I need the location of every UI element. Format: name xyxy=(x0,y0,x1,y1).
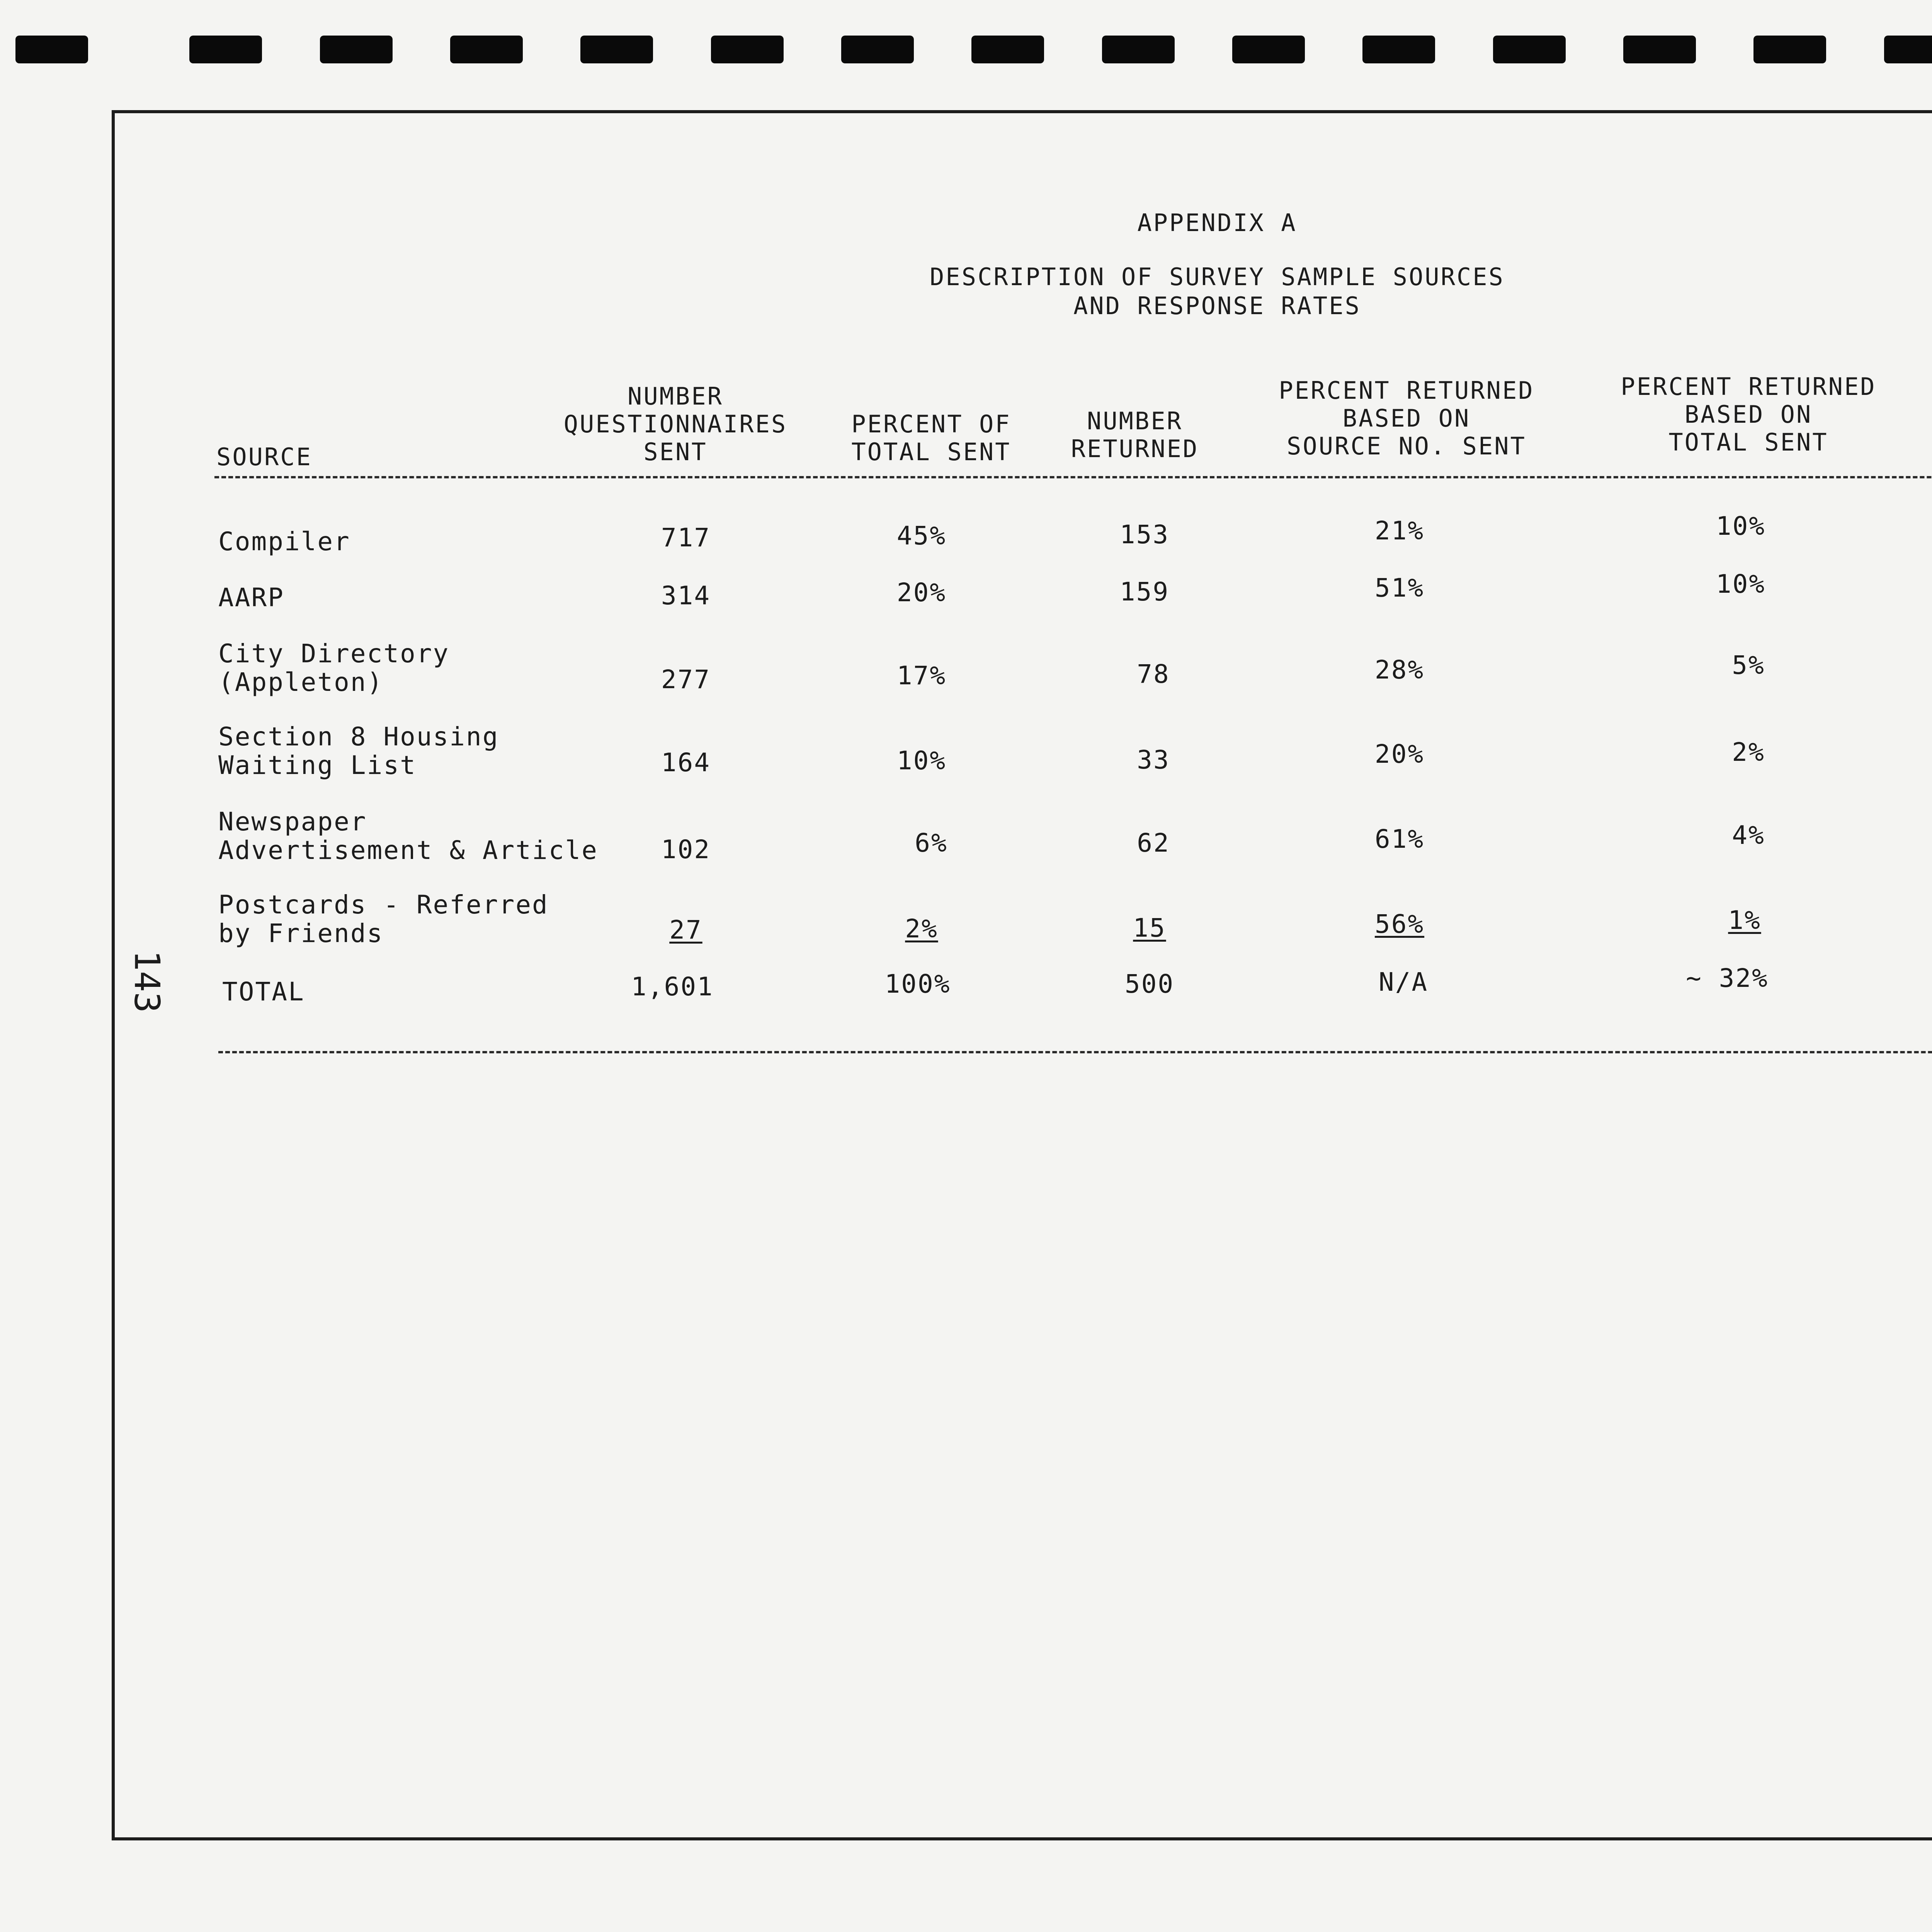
punch-hole xyxy=(580,36,653,63)
table-cell-pct-source-sent: 56% xyxy=(1374,909,1425,939)
table-cell-pct-total-sent-returned: 10% xyxy=(1716,511,1766,541)
table-total-sent: 1,601 xyxy=(631,972,714,1002)
table-total-label: TOTAL xyxy=(222,977,305,1007)
header-source: SOURCE xyxy=(216,443,312,471)
table-cell-sent: 27 xyxy=(669,915,702,945)
table-cell-pct-source-sent: 28% xyxy=(1374,655,1425,685)
table-cell-pct-total-sent: 10% xyxy=(896,746,947,776)
table-cell-source: AARP xyxy=(218,583,284,612)
page-title: DESCRIPTION OF SURVEY SAMPLE SOURCES xyxy=(930,263,1505,291)
table-cell-sent: 102 xyxy=(661,835,711,864)
table-cell-pct-source-sent: 61% xyxy=(1374,824,1425,854)
table-cell-pct-total-sent-returned: 5% xyxy=(1732,650,1765,680)
page-frame xyxy=(112,110,1932,1840)
table-cell-pct-source-sent: 21% xyxy=(1374,516,1425,546)
table-cell-source: City Directory (Appleton) xyxy=(218,639,450,697)
table-cell-pct-source-sent: 51% xyxy=(1374,573,1425,603)
header-number-returned: NUMBER RETURNED xyxy=(1071,407,1199,463)
punch-hole xyxy=(320,36,393,63)
punch-hole xyxy=(1232,36,1305,63)
punch-hole xyxy=(841,36,914,63)
table-cell-pct-total-sent: 6% xyxy=(915,828,948,858)
punch-hole xyxy=(971,36,1044,63)
header-divider xyxy=(214,476,1932,478)
page-subtitle: AND RESPONSE RATES xyxy=(1073,292,1361,320)
punch-hole xyxy=(1884,36,1932,63)
header-percent-of-total-sent: PERCENT OF TOTAL SENT xyxy=(851,410,1011,466)
header-questionnaires-sent: NUMBER QUESTIONNAIRES SENT xyxy=(563,382,787,466)
table-cell-returned: 33 xyxy=(1137,745,1170,775)
table-cell-returned: 159 xyxy=(1119,577,1170,607)
appendix-label: APPENDIX A xyxy=(1137,209,1297,237)
punch-hole xyxy=(450,36,523,63)
table-cell-sent: 277 xyxy=(661,665,711,694)
table-cell-source: Postcards - Referred by Friends xyxy=(218,890,549,948)
punch-hole xyxy=(1753,36,1826,63)
table-cell-pct-total-sent-returned: 1% xyxy=(1728,905,1761,935)
punch-hole xyxy=(15,36,88,63)
table-cell-sent: 717 xyxy=(661,523,711,553)
table-cell-source: Compiler xyxy=(218,527,350,556)
table-cell-sent: 164 xyxy=(661,748,711,777)
punch-hole xyxy=(189,36,262,63)
table-total-pct-source-sent: N/A xyxy=(1378,967,1429,997)
header-pct-returned-source: PERCENT RETURNED BASED ON SOURCE NO. SENT xyxy=(1279,376,1534,460)
table-cell-pct-total-sent-returned: 2% xyxy=(1732,737,1765,767)
table-cell-pct-total-sent-returned: 4% xyxy=(1732,820,1765,850)
page-number: 143 xyxy=(126,950,167,1013)
header-pct-returned-total-sent: PERCENT RETURNED BASED ON TOTAL SENT xyxy=(1621,372,1876,456)
table-total-pct-total-sent: 100% xyxy=(884,969,951,999)
punch-hole xyxy=(1493,36,1566,63)
table-cell-source: Newspaper Advertisement & Article xyxy=(218,807,598,865)
punch-hole xyxy=(1102,36,1175,63)
table-cell-returned: 62 xyxy=(1137,828,1170,858)
table-cell-pct-source-sent: 20% xyxy=(1374,739,1425,769)
table-cell-sent: 314 xyxy=(661,581,711,611)
punch-hole xyxy=(1623,36,1696,63)
punch-hole xyxy=(1362,36,1435,63)
table-total-returned: 500 xyxy=(1124,969,1175,999)
table-cell-returned: 15 xyxy=(1133,913,1166,943)
table-cell-pct-total-sent-returned: 10% xyxy=(1716,569,1766,599)
table-cell-returned: 153 xyxy=(1119,520,1170,549)
table-total-pct-total-sent-returned: ~ 32% xyxy=(1686,963,1769,993)
table-cell-pct-total-sent: 2% xyxy=(905,914,938,944)
table-cell-source: Section 8 Housing Waiting List xyxy=(218,722,499,780)
table-cell-pct-total-sent: 45% xyxy=(896,521,947,551)
table-cell-returned: 78 xyxy=(1137,659,1170,689)
footer-divider xyxy=(218,1051,1932,1053)
table-cell-pct-total-sent: 17% xyxy=(896,661,947,690)
punch-hole-strip xyxy=(0,0,1932,100)
table-cell-pct-total-sent: 20% xyxy=(896,578,947,607)
punch-hole xyxy=(711,36,784,63)
